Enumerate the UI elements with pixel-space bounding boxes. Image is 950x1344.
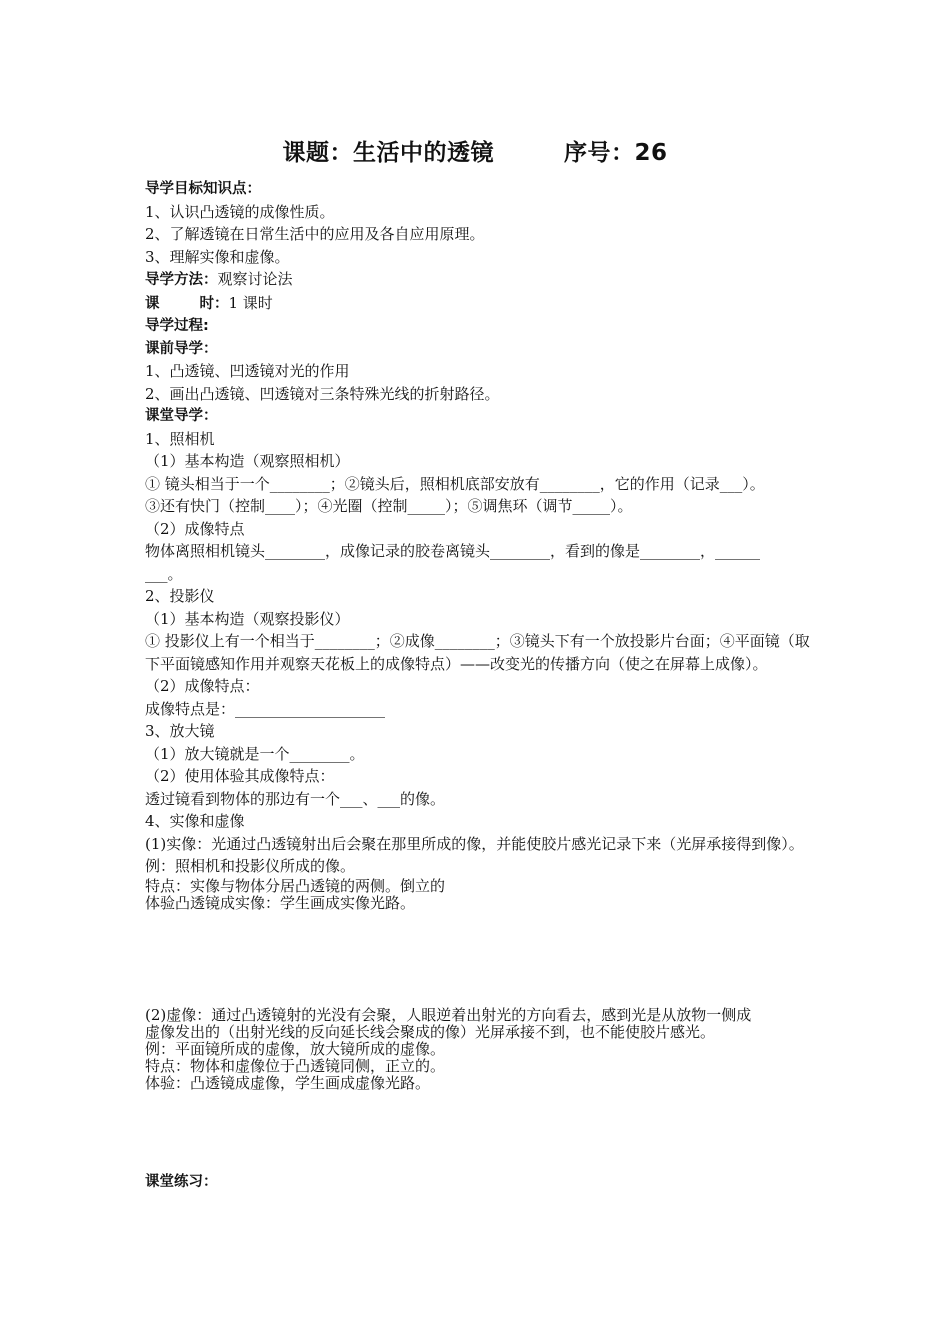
lesson-sequence: 序号：26 — [563, 140, 668, 166]
virtual-image-example: 例：平面镜所成的虚像，放大镜所成的虚像。 — [145, 1039, 446, 1058]
objective-item: 3、理解实像和虚像。 — [145, 247, 290, 266]
camera-line2: ③还有快门（控制____）；④光圈（控制_____）；⑤调焦环（调节_____）。 — [145, 497, 633, 515]
projector-title: 2、投影仪 — [145, 587, 215, 605]
camera-sub1: （1）基本构造（观察照相机） — [145, 452, 350, 470]
projector-line: 成像特点是：____________________ — [145, 699, 386, 718]
period-value: 1 课时 — [228, 293, 273, 312]
virtual-image-line2: 虚像发出的（出射光线的反向延长线会聚成的像）光屏承接不到，也不能使胶片感光。 — [145, 1022, 716, 1041]
pre-item: 1、凸透镜、凹透镜对光的作用 — [145, 362, 350, 380]
document-body — [145, 178, 815, 1193]
real-image-feature: 特点：实像与物体分居凸透镜的两侧。倒立的 — [145, 876, 446, 895]
lesson-title: 课题：生活中的透镜 — [282, 140, 494, 166]
camera-title: 1、照相机 — [145, 429, 215, 448]
real-image-example: 例：照相机和投影仪所成的像。 — [145, 857, 356, 875]
camera-line3: 物体离照相机镜头________，成像记录的胶卷离镜头________，看到的像是________，______ — [145, 542, 761, 560]
camera-sub2: （2）成像特点 — [145, 519, 245, 538]
magnifier-line: 透过镜看到物体的那边有一个___、___的像。 — [145, 789, 446, 808]
magnifier-title: 3、放大镜 — [145, 722, 215, 740]
period-label-b: 时： — [199, 295, 229, 312]
process-heading: 导学过程: — [145, 318, 209, 334]
method-line — [145, 268, 815, 292]
period-line — [145, 292, 815, 316]
objective-item: 2、了解透镜在日常生活中的应用及各自应用原理。 — [145, 225, 485, 243]
drawing-space — [145, 1092, 815, 1171]
magnifier-sub1: （1）放大镜就是一个________。 — [145, 744, 365, 763]
method-label: 导学方法： — [145, 272, 218, 288]
practice-heading: 课堂练习： — [145, 1173, 218, 1190]
class-heading: 课堂导学： — [145, 408, 218, 424]
pre-item: 2、画出凸透镜、凹透镜对三条特殊光线的折射路径。 — [145, 384, 500, 403]
projector-sub1: （1）基本构造（观察投影仪） — [145, 609, 350, 628]
real-virtual-title: 4、实像和虚像 — [145, 812, 245, 830]
projector-sub2: （2）成像特点： — [145, 677, 260, 695]
method-value: 观察讨论法 — [217, 270, 293, 288]
real-image-experience: 体验凸透镜成实像：学生画成实像光路。 — [145, 893, 416, 912]
pre-heading: 课前导学： — [145, 340, 218, 357]
camera-line1: ① 镜头相当于一个________；②镜头后，照相机底部安放有________，它的作用（记录___）。 — [145, 474, 765, 493]
magnifier-sub2: （2）使用体验其成像特点： — [145, 767, 335, 785]
projector-paragraph: ① 投影仪上有一个相当于________；②成像________；③镜头下有一个放投影片台面；④平面镜（取下平面镜感知作用并观察天花板上的成像特点）——改变光的传播方向（使之在屏幕上成像）。 — [145, 632, 810, 673]
virtual-image-line1: (2)虚像：通过凸透镜射的光没有会聚，人眼逆着出射光的方向看去，感到光是从放物一侧成 — [145, 1005, 752, 1024]
real-image-paragraph: (1)实像：光通过凸透镜射出后会聚在那里所成的像，并能使胶片感光记录下来（光屏承接得到像）。 — [145, 834, 804, 853]
virtual-image-experience: 体验：凸透镜成虚像，学生画成虚像光路。 — [145, 1073, 431, 1092]
objective-item: 1、认识凸透镜的成像性质。 — [145, 202, 335, 221]
page-title — [0, 134, 950, 167]
period-label-a: 课 — [145, 295, 160, 312]
drawing-space — [145, 912, 815, 1007]
virtual-image-feature: 特点：物体和虚像位于凸透镜同侧，正立的。 — [145, 1056, 446, 1075]
camera-line4: ___。 — [145, 564, 183, 583]
objectives-heading: 导学目标知识点： — [145, 181, 261, 197]
